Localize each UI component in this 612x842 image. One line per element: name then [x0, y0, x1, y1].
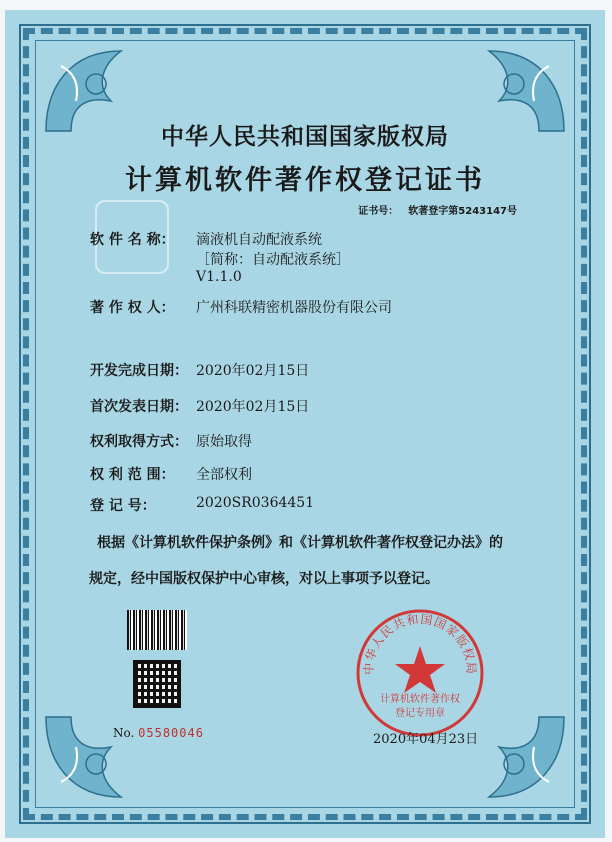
field-value: 2020年02月15日	[196, 399, 310, 415]
field-value: 全部权利	[196, 467, 252, 483]
field-value: V1.1.0	[196, 269, 242, 285]
serial-value: 05580046	[138, 726, 204, 740]
field-value: 原始取得	[196, 434, 252, 450]
barcode	[127, 610, 187, 650]
seal-text-line-1: 计算机软件著作权	[380, 694, 460, 705]
field-label: 著 作 权 人：	[90, 300, 175, 316]
field-label: 权 利 范 围：	[90, 467, 175, 483]
field-value: 广州科联精密机器股份有限公司	[196, 300, 392, 316]
field-value: ［简称：自动配液系统］	[196, 252, 350, 268]
field-value: 2020SR0364451	[196, 495, 315, 511]
field-label: 软 件 名 称：	[90, 232, 175, 248]
certificate-number	[358, 202, 517, 217]
field-label: 开发完成日期：	[90, 363, 188, 379]
field-label: 登 记 号：	[90, 498, 156, 514]
border-inner	[35, 40, 575, 808]
certificate-number-value: 软著登字第5243147号	[408, 206, 517, 217]
certificate	[5, 10, 605, 838]
seal-ring-text: 中华人民共和国国家版权局	[361, 612, 479, 676]
seal-text-line-2: 登记专用章	[395, 708, 445, 719]
legal-basis-line-2: 规定，经中国版权保护中心审核，对以上事项予以登记。	[89, 571, 439, 587]
issue-date: 2020年04月23日	[373, 732, 479, 747]
certificate-number-label: 证书号：	[358, 206, 399, 217]
field-value: 滴液机自动配液系统	[196, 232, 322, 248]
certificate-title: 计算机软件著作权登记证书	[125, 165, 485, 196]
qr-code	[133, 660, 181, 708]
serial-prefix: No.	[113, 726, 135, 740]
field-label: 首次发表日期：	[90, 399, 188, 415]
issuer-title: 中华人民共和国国家版权局	[161, 123, 449, 150]
official-seal	[353, 606, 487, 740]
field-label: 权利取得方式：	[90, 434, 188, 450]
legal-basis-line-1: 根据《计算机软件保护条例》和《计算机软件著作权登记办法》的	[97, 535, 503, 551]
serial-number	[113, 726, 204, 740]
field-value: 2020年02月15日	[196, 363, 310, 379]
